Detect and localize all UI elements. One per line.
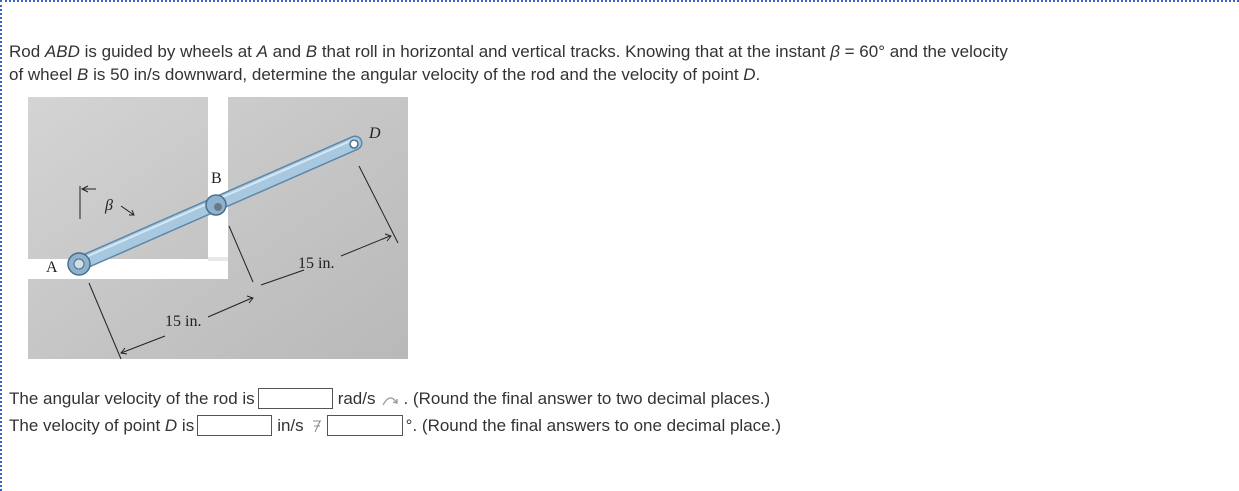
horizontal-track [28,259,228,279]
velocity-d-instructions: °. (Round the final answers to one decimal place.) [405,415,781,435]
velocity-d-prompt [9,416,194,436]
problem-line-1 [9,40,1209,63]
wheel-b [206,195,226,215]
angular-velocity-instructions: . (Round the final answer to two decimal places.) [403,388,771,408]
beta-symbol: β [830,42,840,61]
velocity-d-unit: in/s [277,415,304,435]
content-frame-top-border [0,0,1239,2]
point-d-label: D [164,415,178,435]
problem-text: that roll in horizontal and vertical tracks. Knowing that at the instant [317,42,831,61]
problem-statement [9,40,1209,86]
velocity-d-row [9,412,781,439]
label-b: B [211,170,222,187]
vertical-track [208,97,228,279]
problem-text: of wheel [9,65,78,84]
problem-text: Rod [9,42,45,61]
angular-velocity-row [9,385,781,412]
content-frame-left-border [0,0,2,491]
problem-text: . [755,65,761,84]
answers-section [9,385,781,439]
angular-velocity-prompt: The angular velocity of the rod is [9,388,255,408]
track-corner-shadow [208,257,228,261]
angular-velocity-input[interactable] [258,388,333,409]
counterclockwise-arrow-icon [381,393,399,407]
prompt-text: The velocity of point [9,415,165,435]
dimension-label-2: 15 in. [165,313,202,330]
problem-text: = 60° and the velocity [839,42,1008,61]
angle-direction-icon [311,418,323,434]
point-b-label: B [77,65,89,84]
prompt-text: is [177,415,195,435]
figure-bottom-edge [28,359,408,369]
angular-velocity-unit: rad/s [337,388,376,408]
mechanism-figure [28,97,408,369]
label-a: A [46,259,58,276]
point-d-pin [350,140,358,148]
dimension-label-1: 15 in. [298,255,335,272]
point-d-label: D [743,65,756,84]
problem-text: and [267,42,306,61]
wheel-a [68,253,90,275]
problem-line-2 [9,63,1209,86]
point-b-label: B [305,42,318,61]
velocity-d-magnitude-input[interactable] [197,415,272,436]
velocity-d-angle-input[interactable] [327,415,403,436]
label-d: D [369,125,381,142]
problem-text: is guided by wheels at [79,42,257,61]
label-beta: β [105,197,113,214]
point-a-label: A [256,42,268,61]
problem-text: is 50 in/s downward, determine the angular velocity of the rod and the velocity of point [88,65,744,84]
rod-label: ABD [44,42,80,61]
